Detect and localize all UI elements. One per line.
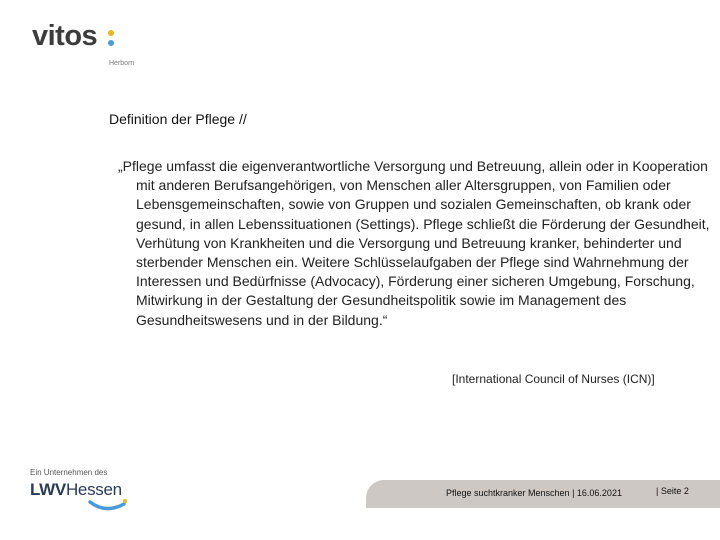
vitos-logo-colon-icon (107, 28, 115, 50)
lwv-hessen-logo (30, 468, 140, 518)
slide-title: Definition der Pflege // (109, 111, 247, 127)
brand-hessen: Hessen (65, 480, 122, 499)
definition-quote: „Pflege umfasst die eigenverantwortliche Versorgung und Betreuung, allein oder in Kooperation mit anderen Berufsangehörigen, von Menschen aller Altersgruppen, von Familien oder Lebensgemeinschaften, sowie von Gruppen und sozialen Gemeinschaften, ob krank oder gesund, in allen Lebenssituationen (Settings). Pflege schließt die Förderung der Gesundheit, Verhütung von Krankheiten und die Versorgung und Betreuung kranker, behinderter und sterbender Menschen ein. Weitere Schlüsselaufgaben der Pflege sind Wahrnehmung der Interessen und Bedürfnisse (Advocacy), Förderung einer sicheren Umgebung, Forschung, Mitwirkung in der Gestaltung der Gesundheitspolitik sowie im Management des Gesundheitswesens und in der Bildung.“ (118, 158, 710, 328)
vitos-logo-subtitle: Herborn (109, 60, 135, 67)
vitos-logo-wordmark: vitos (32, 20, 98, 52)
lwv-hessen-wordmark (30, 480, 122, 500)
company-line: Ein Unternehmen des (30, 468, 108, 477)
quote-source: [International Council of Nurses (ICN)] (452, 372, 655, 386)
lwv-swoosh-icon (88, 498, 128, 514)
footer-text: Pflege suchtkranker Menschen | 16.06.2021 (446, 488, 622, 498)
page-number: | Seite 2 (656, 486, 689, 496)
brand-lwv: LWV (30, 480, 66, 499)
